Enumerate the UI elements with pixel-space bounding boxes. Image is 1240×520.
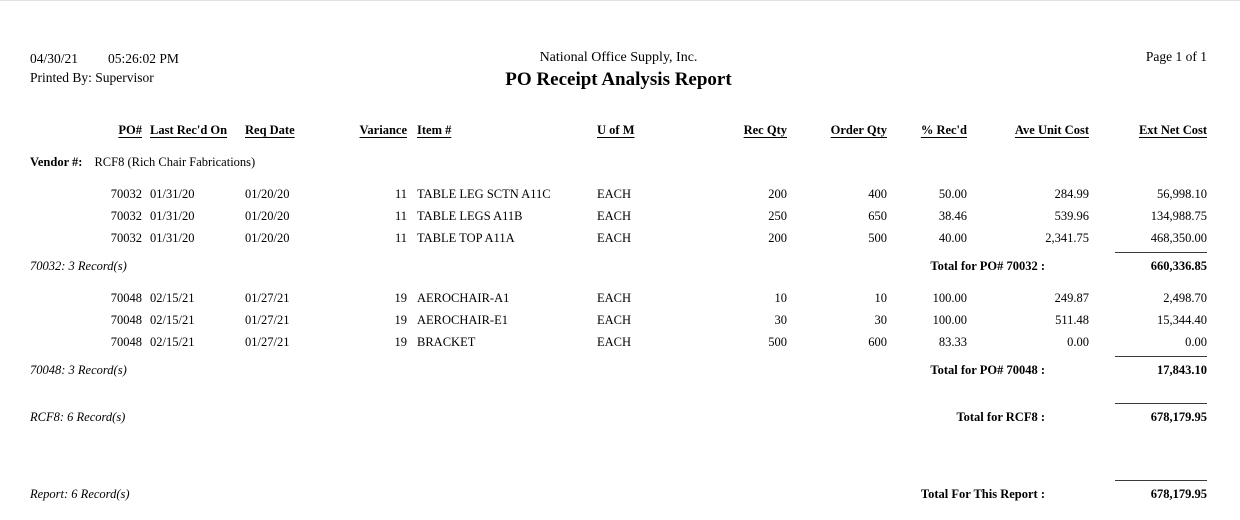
vendor-total-value: 678,179.95: [1089, 391, 1207, 438]
group-record-count: 70048: 3 Record(s): [30, 363, 127, 377]
cell-rec-qty: 10: [774, 291, 787, 305]
cell-rec-qty: 250: [768, 209, 787, 223]
cell-po: 70048: [110, 335, 142, 349]
column-header-variance: Variance: [359, 123, 407, 137]
cell-order-qty: 400: [868, 187, 887, 201]
cell-ave-unit-cost: 0.00: [1067, 335, 1089, 349]
cell-order-qty: 600: [868, 335, 887, 349]
column-header-rec-qty: Rec Qty: [743, 123, 787, 137]
cell-po: 70048: [110, 313, 142, 327]
cell-last-recd-on: 02/15/21: [150, 335, 195, 349]
vendor-row: [30, 149, 1207, 183]
column-header-ave-unit-cost: Ave Unit Cost: [1014, 123, 1089, 137]
cell-pct-recd: 100.00: [932, 291, 967, 305]
cell-pct-recd: 83.33: [938, 335, 967, 349]
table-row: [30, 287, 1207, 309]
cell-pct-recd: 100.00: [932, 313, 967, 327]
cell-pct-recd: 50.00: [938, 187, 967, 201]
cell-ave-unit-cost: 511.48: [1055, 313, 1089, 327]
cell-req-date: 01/20/20: [245, 231, 290, 245]
report-record-count: Report: 6 Record(s): [30, 487, 130, 501]
cell-ext-net-cost: 0.00: [1185, 335, 1207, 349]
cell-uom: EACH: [597, 335, 632, 349]
po-receipt-table: [30, 119, 1207, 515]
cell-variance: 11: [394, 231, 407, 245]
print-time: 05:26:02 PM: [108, 51, 179, 66]
cell-item: AEROCHAIR-E1: [417, 313, 508, 327]
column-header-po: PO#: [118, 123, 142, 137]
vendor-record-count: RCF8: 6 Record(s): [30, 410, 126, 424]
cell-item: TABLE LEGS A11B: [417, 209, 523, 223]
cell-uom: EACH: [597, 209, 632, 223]
page-number: Page 1 of 1: [1145, 49, 1207, 64]
column-header-req-date: Req Date: [245, 123, 295, 137]
cell-variance: 11: [394, 209, 407, 223]
page-title: PO Receipt Analysis Report: [505, 69, 732, 90]
table-row: [30, 227, 1207, 249]
cell-item: TABLE LEG SCTN A11C: [417, 187, 551, 201]
cell-last-recd-on: 01/31/20: [150, 209, 195, 223]
cell-ext-net-cost: 468,350.00: [1150, 231, 1207, 245]
column-header-last-recd-on: Last Rec'd On: [150, 123, 228, 137]
cell-uom: EACH: [597, 187, 632, 201]
group-total-value: 17,843.10: [1089, 353, 1207, 391]
report-total-label: Total For This Report :: [920, 487, 1045, 501]
vendor-total-label: Total for RCF8 :: [956, 410, 1045, 424]
cell-variance: 19: [394, 335, 407, 349]
cell-po: 70048: [110, 291, 142, 305]
table-row: [30, 331, 1207, 353]
cell-ave-unit-cost: 284.99: [1054, 187, 1089, 201]
cell-pct-recd: 40.00: [938, 231, 967, 245]
header-center-block: [310, 49, 927, 93]
cell-rec-qty: 500: [768, 335, 787, 349]
printed-by: Printed By: Supervisor: [30, 70, 154, 85]
group-total-label: Total for PO# 70048 :: [930, 363, 1045, 377]
cell-req-date: 01/27/21: [245, 335, 290, 349]
po-group-70048-rows: [30, 287, 1207, 353]
cell-variance: 19: [394, 313, 407, 327]
column-header-ext-net-cost: Ext Net Cost: [1138, 123, 1207, 137]
cell-ext-net-cost: 2,498.70: [1163, 291, 1207, 305]
cell-pct-recd: 38.46: [938, 209, 967, 223]
table-row: [30, 309, 1207, 331]
company-name: National Office Supply, Inc.: [539, 50, 698, 65]
column-header-order-qty: Order Qty: [830, 123, 887, 137]
cell-req-date: 01/20/20: [245, 209, 290, 223]
print-date-time-line: [30, 49, 310, 68]
report-header: [30, 49, 1207, 93]
header-left-block: [30, 49, 310, 87]
cell-last-recd-on: 02/15/21: [150, 291, 195, 305]
cell-order-qty: 30: [874, 313, 887, 327]
cell-item: TABLE TOP A11A: [417, 231, 515, 245]
vendor-value: RCF8 (Rich Chair Fabrications): [94, 155, 256, 169]
print-date: 04/30/21: [30, 51, 79, 66]
table-row: [30, 205, 1207, 227]
cell-uom: EACH: [597, 291, 632, 305]
vendor-total-row: [30, 391, 1207, 438]
report-total-row: [30, 438, 1207, 515]
cell-req-date: 01/27/21: [245, 291, 290, 305]
cell-ext-net-cost: 15,344.40: [1157, 313, 1207, 327]
cell-rec-qty: 200: [768, 187, 787, 201]
cell-ave-unit-cost: 2,341.75: [1045, 231, 1089, 245]
cell-order-qty: 10: [874, 291, 887, 305]
po-group-70048-total-row: [30, 353, 1207, 391]
cell-req-date: 01/20/20: [245, 187, 290, 201]
cell-ext-net-cost: 134,988.75: [1150, 209, 1207, 223]
group-total-value: 660,336.85: [1089, 249, 1207, 287]
cell-rec-qty: 200: [768, 231, 787, 245]
vendor-label: Vendor #:: [30, 155, 83, 169]
group-total-label: Total for PO# 70032 :: [930, 259, 1045, 273]
column-header-item: Item #: [417, 123, 452, 137]
cell-ave-unit-cost: 249.87: [1054, 291, 1089, 305]
column-header-pct-recd: % Rec'd: [920, 123, 967, 137]
cell-item: AEROCHAIR-A1: [417, 291, 510, 305]
column-header-uom: U of M: [597, 123, 635, 137]
cell-item: BRACKET: [417, 335, 476, 349]
po-group-70032-total-row: [30, 249, 1207, 287]
cell-variance: 11: [394, 187, 407, 201]
cell-last-recd-on: 02/15/21: [150, 313, 195, 327]
cell-uom: EACH: [597, 231, 632, 245]
report-total-value: 678,179.95: [1089, 438, 1207, 515]
cell-last-recd-on: 01/31/20: [150, 187, 195, 201]
cell-po: 70032: [110, 209, 142, 223]
cell-po: 70032: [110, 187, 142, 201]
cell-order-qty: 650: [868, 209, 887, 223]
group-record-count: 70032: 3 Record(s): [30, 259, 127, 273]
cell-uom: EACH: [597, 313, 632, 327]
cell-variance: 19: [394, 291, 407, 305]
cell-rec-qty: 30: [774, 313, 787, 327]
table-header-row: [30, 119, 1207, 149]
cell-ave-unit-cost: 539.96: [1054, 209, 1089, 223]
cell-po: 70032: [110, 231, 142, 245]
cell-ext-net-cost: 56,998.10: [1157, 187, 1207, 201]
cell-order-qty: 500: [868, 231, 887, 245]
po-group-70032-rows: [30, 183, 1207, 249]
cell-req-date: 01/27/21: [245, 313, 290, 327]
table-row: [30, 183, 1207, 205]
cell-last-recd-on: 01/31/20: [150, 231, 195, 245]
